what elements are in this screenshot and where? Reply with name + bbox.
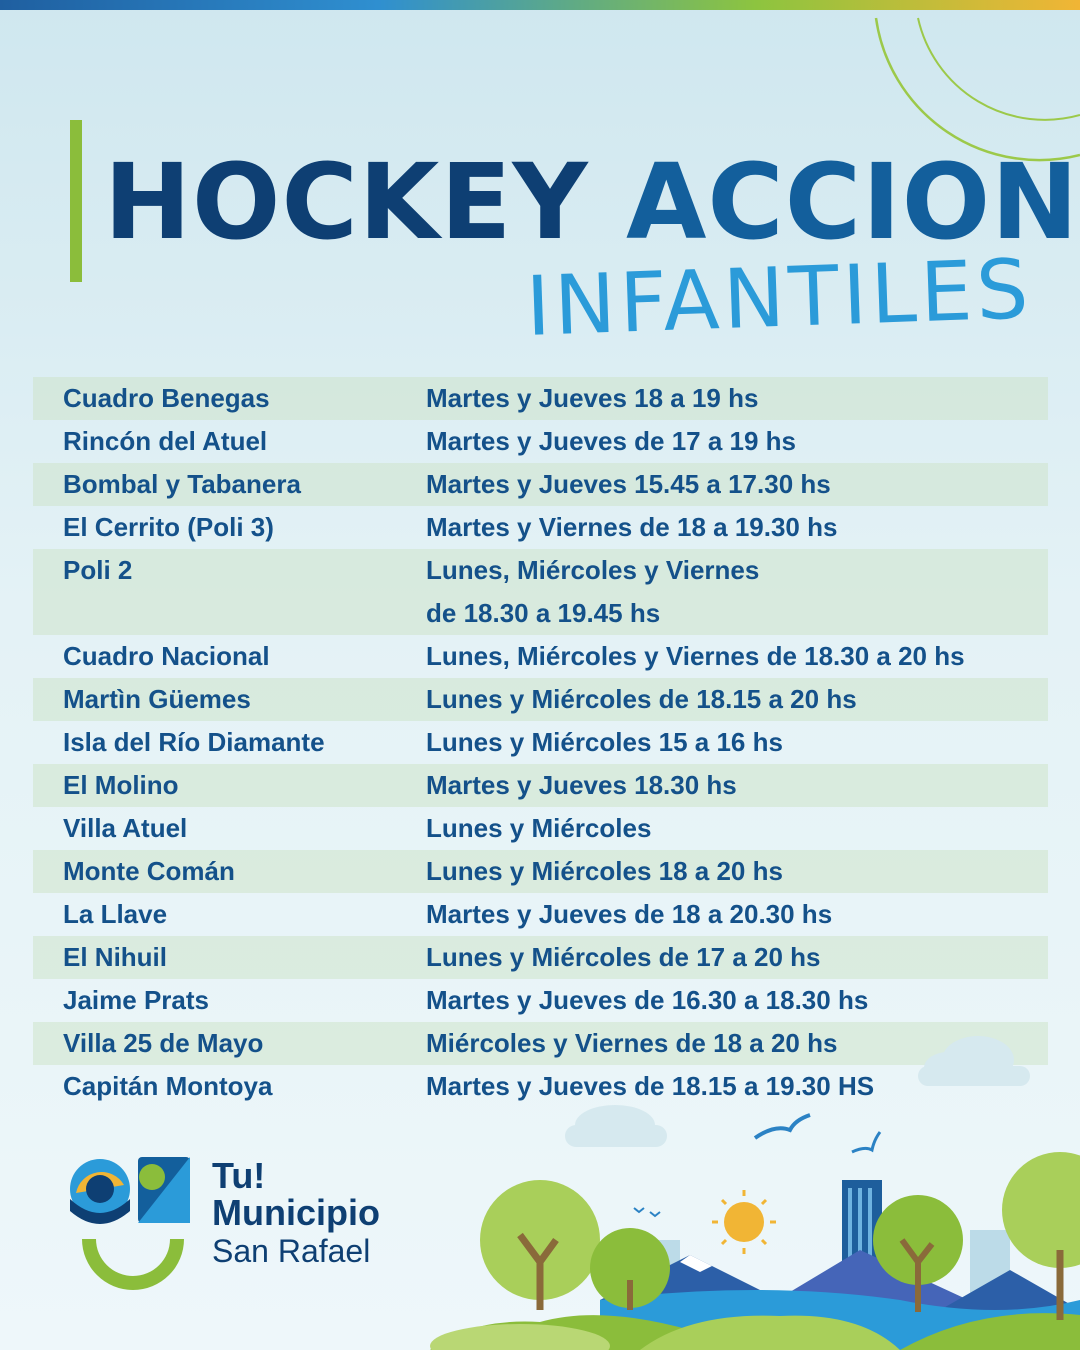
schedule-hours-line2: de 18.30 a 19.45 hs: [426, 598, 661, 628]
location-name: Isla del Río Diamante: [63, 727, 325, 757]
sun-icon: [712, 1190, 776, 1254]
cloud-icon: [565, 1105, 667, 1147]
location-name: Villa Atuel: [63, 813, 188, 843]
schedule-hours: Martes y Jueves 18 a 19 hs: [426, 383, 759, 413]
location-name: Capitán Montoya: [63, 1071, 273, 1101]
schedule-hours: Martes y Jueves de 18 a 20.30 hs: [426, 899, 833, 929]
schedule-hours: Lunes y Miércoles 15 a 16 hs: [426, 727, 783, 757]
schedule-hours: Lunes y Miércoles de 18.15 a 20 hs: [426, 684, 857, 714]
tree: [480, 1180, 600, 1310]
schedule-hours: Martes y Viernes de 18 a 19.30 hs: [426, 512, 838, 542]
bird-icon: [650, 1212, 660, 1216]
schedule-hours: Martes y Jueves 18.30 hs: [426, 770, 737, 800]
bird-icon: [852, 1132, 880, 1152]
bird-icon: [755, 1115, 810, 1138]
location-name: Jaime Prats: [63, 985, 209, 1015]
logo-line-2: Municipio: [212, 1192, 380, 1233]
location-name: Cuadro Benegas: [63, 383, 270, 413]
location-name: La Llave: [63, 899, 168, 929]
location-name: Poli 2: [63, 555, 133, 585]
schedule-hours: Martes y Jueves de 16.30 a 18.30 hs: [426, 985, 869, 1015]
location-name: Bombal y Tabanera: [63, 469, 301, 499]
schedule-hours: Lunes y Miércoles: [426, 813, 652, 843]
page-subtitle: INFANTILES: [524, 242, 1034, 355]
schedule-hours: Lunes y Miércoles de 17 a 20 hs: [426, 942, 821, 972]
logo-line-1: Tu!: [212, 1155, 266, 1196]
location-name: El Nihuil: [63, 942, 167, 972]
schedule-hours: Martes y Jueves de 17 a 19 hs: [426, 426, 797, 456]
location-name: Martìn Güemes: [63, 684, 251, 714]
schedule-hours: Lunes y Miércoles 18 a 20 hs: [426, 856, 783, 886]
location-name: El Molino: [63, 770, 179, 800]
location-name: Monte Comán: [63, 856, 235, 886]
location-name: Cuadro Nacional: [63, 641, 270, 671]
logo-line-3: San Rafael: [212, 1233, 371, 1269]
schedule-hours: Martes y Jueves de 18.15 a 19.30 HS: [426, 1071, 875, 1101]
location-name: El Cerrito (Poli 3): [63, 512, 274, 542]
location-name: Rincón del Atuel: [63, 426, 268, 456]
schedule-hours: Miércoles y Viernes de 18 a 20 hs: [426, 1028, 838, 1058]
schedule-hours: Martes y Jueves 15.45 a 17.30 hs: [426, 469, 831, 499]
title-word-hockey: HOCKEY: [104, 141, 589, 263]
title-word-accion: ACCION: [625, 141, 1080, 263]
schedule-hours: Lunes, Miércoles y Viernes de 18.30 a 20 hs: [426, 641, 965, 671]
schedule-hours-line1: Lunes, Miércoles y Viernes: [426, 555, 760, 585]
location-name: Villa 25 de Mayo: [63, 1028, 264, 1058]
bird-icon: [634, 1208, 644, 1212]
